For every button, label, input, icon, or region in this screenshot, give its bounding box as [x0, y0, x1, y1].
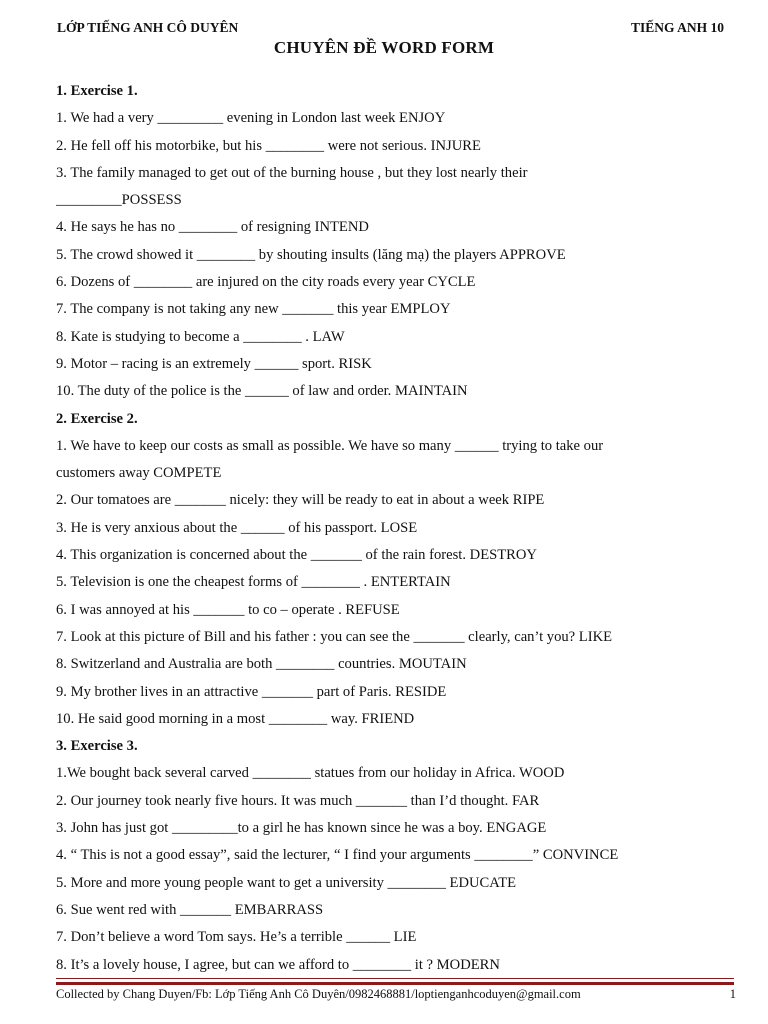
exercise-line: 5. The crowd showed it ________ by shouting insults (lăng mạ) the players APPROVE — [56, 246, 566, 263]
exercise-line: 4. This organization is concerned about the _______ of the rain forest. DESTROY — [56, 547, 537, 564]
header-class-name: LỚP TIẾNG ANH CÔ DUYÊN — [57, 20, 239, 35]
footer-rule-thin — [56, 978, 734, 979]
exercise-line: 4. “ This is not a good essay”, said the lecturer, “ I find your arguments ________” CONVINCE — [56, 847, 619, 864]
exercise-line: 7. Look at this picture of Bill and his father : you can see the _______ clearly, can’t you? LIKE — [56, 628, 613, 645]
section-heading: 2. Exercise 2. — [56, 410, 138, 427]
section-heading: 3. Exercise 3. — [56, 738, 138, 755]
exercise-line: 7. Don’t believe a word Tom says. He’s a terrible ______ LIE — [56, 929, 417, 946]
worksheet-content — [56, 78, 716, 979]
exercise-line: 8. It’s a lovely house, I agree, but can we afford to ________ it ? MODERN — [56, 956, 500, 973]
exercise-line: 6. Dozens of ________ are injured on the city roads every year CYCLE — [56, 274, 476, 291]
exercise-line: 6. Sue went red with _______ EMBARRASS — [56, 901, 324, 918]
exercise-line: 9. My brother lives in an attractive _______ part of Paris. RESIDE — [56, 683, 447, 700]
page-footer — [56, 987, 736, 1002]
exercise-line: 3. John has just got _________to a girl he has known since he was a boy. ENGAGE — [56, 820, 547, 837]
page-number: 1 — [729, 987, 736, 1001]
exercise-line: 1.We bought back several carved ________ statues from our holiday in Africa. WOOD — [56, 765, 565, 782]
exercise-line: 1. We had a very _________ evening in London last week ENJOY — [56, 110, 446, 127]
exercise-line: 9. Motor – racing is an extremely ______ sport. RISK — [56, 355, 372, 372]
exercise-line: 3. The family managed to get out of the burning house , but they lost nearly their — [56, 164, 528, 181]
page-header — [57, 20, 724, 40]
exercise-line: 5. Television is one the cheapest forms of ________ . ENTERTAIN — [56, 574, 451, 591]
exercise-line: customers away COMPETE — [56, 465, 222, 482]
exercise-line: 10. He said good morning in a most ________ way. FRIEND — [56, 710, 415, 727]
exercise-line: 4. He says he has no ________ of resigning INTEND — [56, 219, 369, 236]
page-title: CHUYÊN ĐỀ WORD FORM — [273, 38, 495, 57]
exercise-line: 2. Our tomatoes are _______ nicely: they will be ready to eat in about a week RIPE — [56, 492, 545, 509]
exercise-line: 2. Our journey took nearly five hours. It was much _______ than I’d thought. FAR — [56, 792, 540, 809]
exercise-line: 8. Switzerland and Australia are both ________ countries. MOUTAIN — [56, 656, 467, 673]
section-heading: 1. Exercise 1. — [56, 83, 138, 99]
exercise-line: 2. He fell off his motorbike, but his ________ were not serious. INJURE — [56, 137, 481, 154]
exercise-line: 5. More and more young people want to get a university ________ EDUCATE — [56, 874, 517, 891]
exercise-line: 1. We have to keep our costs as small as possible. We have so many ______ trying to take our — [56, 437, 604, 454]
exercise-line: 10. The duty of the police is the ______ of law and order. MAINTAIN — [56, 383, 468, 400]
footer-credit: Collected by Chang Duyen/Fb: Lớp Tiếng Anh Cô Duyên/0982468881/loptienganhcoduyen@gmail.com — [56, 987, 581, 1001]
exercise-line: _________POSSESS — [56, 192, 182, 209]
footer-rule-thick — [56, 982, 734, 985]
exercise-line: 6. I was annoyed at his _______ to co – operate . REFUSE — [56, 601, 400, 618]
exercise-line: 7. The company is not taking any new _______ this year EMPLOY — [56, 301, 451, 318]
exercise-line: 8. Kate is studying to become a ________ . LAW — [56, 328, 345, 345]
exercise-line: 3. He is very anxious about the ______ of his passport. LOSE — [56, 519, 418, 536]
header-subject: TIẾNG ANH 10 — [630, 20, 724, 35]
